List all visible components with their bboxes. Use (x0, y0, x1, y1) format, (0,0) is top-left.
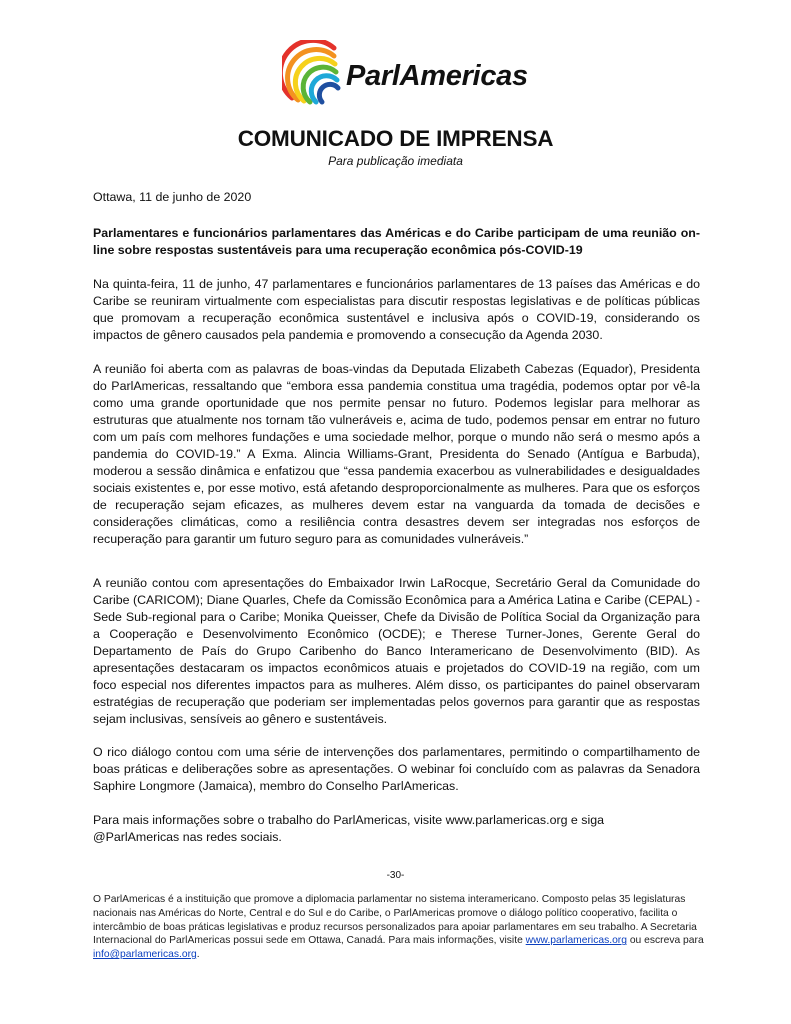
closing-paragraph (93, 812, 700, 846)
footer-website-link[interactable]: www.parlamericas.org (525, 935, 627, 947)
footer-text: O ParlAmericas é a instituição que promove a diplomacia parlamentar no sistema interamericano. Composto pelas 35 legislaturas nacionais nas Américas do Norte, Central e do Sul e do Caribe, o ParlAmericas promove o diálogo político cooperativo, facilita o intercâmbio de boas práticas legislativas e produz recursos personalizados para apoiar parlamentares em seu trabalho. A Secretaria Internacional do ParlAmericas possui sede em Ottawa, Canadá. Para mais informações, visite (93, 894, 697, 947)
footer-end-text: . (196, 949, 200, 961)
parlamericas-logo (282, 40, 528, 106)
paragraph-2: A reunião foi aberta com as palavras de boas-vindas da Deputada Elizabeth Cabezas (Equador), Presidenta do ParlAmericas, ressaltando que “embora essa pandemia constitua uma tragédia, podemos optar por vê-la como uma grande oportunidade que nos permite pensar no futuro. Podemos legislar para melhorar as estruturas que atualmente nos tornam tão vulneráveis e, acima de tudo, podemos pensar em entrar no futuro com um país com melhores fundações e uma sociedade melhor, porque o mundo não será o mesmo após a pandemia do COVID-19.” A Exma. Alincia Williams-Grant, Presidenta do Senado (Antígua e Barbuda), moderou a sessão dinâmica e enfatizou que “essa pandemia exacerbou as vulnerabilidades e desigualdades sociais existentes e, por esse motivo, está afetando desproporcionalmente as mulheres. Para que os esforços de recuperação sejam eficazes, as mulheres devem estar na vanguarda da tomada de decisões e considerações climáticas, como a resiliência contra desastres devem ser integradas nos esforços de recuperação para garantir um futuro seguro para as comunidades vulneráveis.” (93, 362, 700, 546)
page-subtitle: Para publicação imediata (328, 154, 463, 168)
page-title: COMUNICADO DE IMPRENSA (237, 126, 554, 151)
headline: Parlamentares e funcionários parlamentares das Américas e do Caribe participam de uma reunião on-line sobre respostas sustentáveis para uma recuperação econômica pós-COVID-19 (93, 226, 700, 257)
dateline: Ottawa, 11 de junho de 2020 (93, 190, 252, 204)
logo-wordmark: ParlAmericas (346, 60, 528, 92)
footer-email-link[interactable]: info@parlamericas.org (93, 949, 197, 961)
paragraph-3: A reunião contou com apresentações do Embaixador Irwin LaRocque, Secretário Geral da Comunidade do Caribe (CARICOM); Diane Quarles, Chefe da Comissão Econômica para a América Latina e Caribe (CEPAL) - Sede Sub-regional para o Caribe; Monika Queisser, Chefe da Divisão de Política Social da Organização para a Cooperação e Desenvolvimento Econômico (OCDE); e Therese Turner-Jones, Gerente Geral do Departamento de País do Grupo Caribenho do Banco Interamericano de Desenvolvimento (BID). As apresentações destacaram os impactos econômicos atuais e projetados do COVID-19 na região, com um foco especial nos diferentes impactos para as mulheres. Além disso, os participantes do painel observaram estratégias de recuperação que poderiam ser implementadas pelos governos para garantir que as respostas sejam inclusivas, sensíveis ao gênero e sustentáveis. (93, 576, 700, 726)
closing-line-1: Para mais informações sobre o trabalho do ParlAmericas, visite www.parlamericas.org e siga (93, 813, 604, 827)
footer-middle-text: ou escreva para (626, 935, 704, 947)
paragraph-4: O rico diálogo contou com uma série de intervenções dos parlamentares, permitindo o compartilhamento de boas práticas e deliberações sobre as apresentações. O webinar foi concluído com as palavras da Senadora Saphire Longmore (Jamaica), membro do Conselho ParlAmericas. (93, 745, 700, 793)
rainbow-arcs-icon (282, 40, 352, 106)
footer-about (93, 893, 705, 962)
page-number: -30- (386, 870, 405, 881)
paragraph-1: Na quinta-feira, 11 de junho, 47 parlamentares e funcionários parlamentares de 13 países das Américas e do Caribe se reuniram virtualmente com especialistas para discutir respostas legislativas e de políticas públicas que promovam a recuperação econômica sustentável e inclusiva após o COVID-19, considerando os impactos de gênero causados pela pandemia e promovendo a consecução da Agenda 2030. (93, 277, 700, 342)
closing-line-2: @ParlAmericas nas redes sociais. (93, 830, 282, 844)
